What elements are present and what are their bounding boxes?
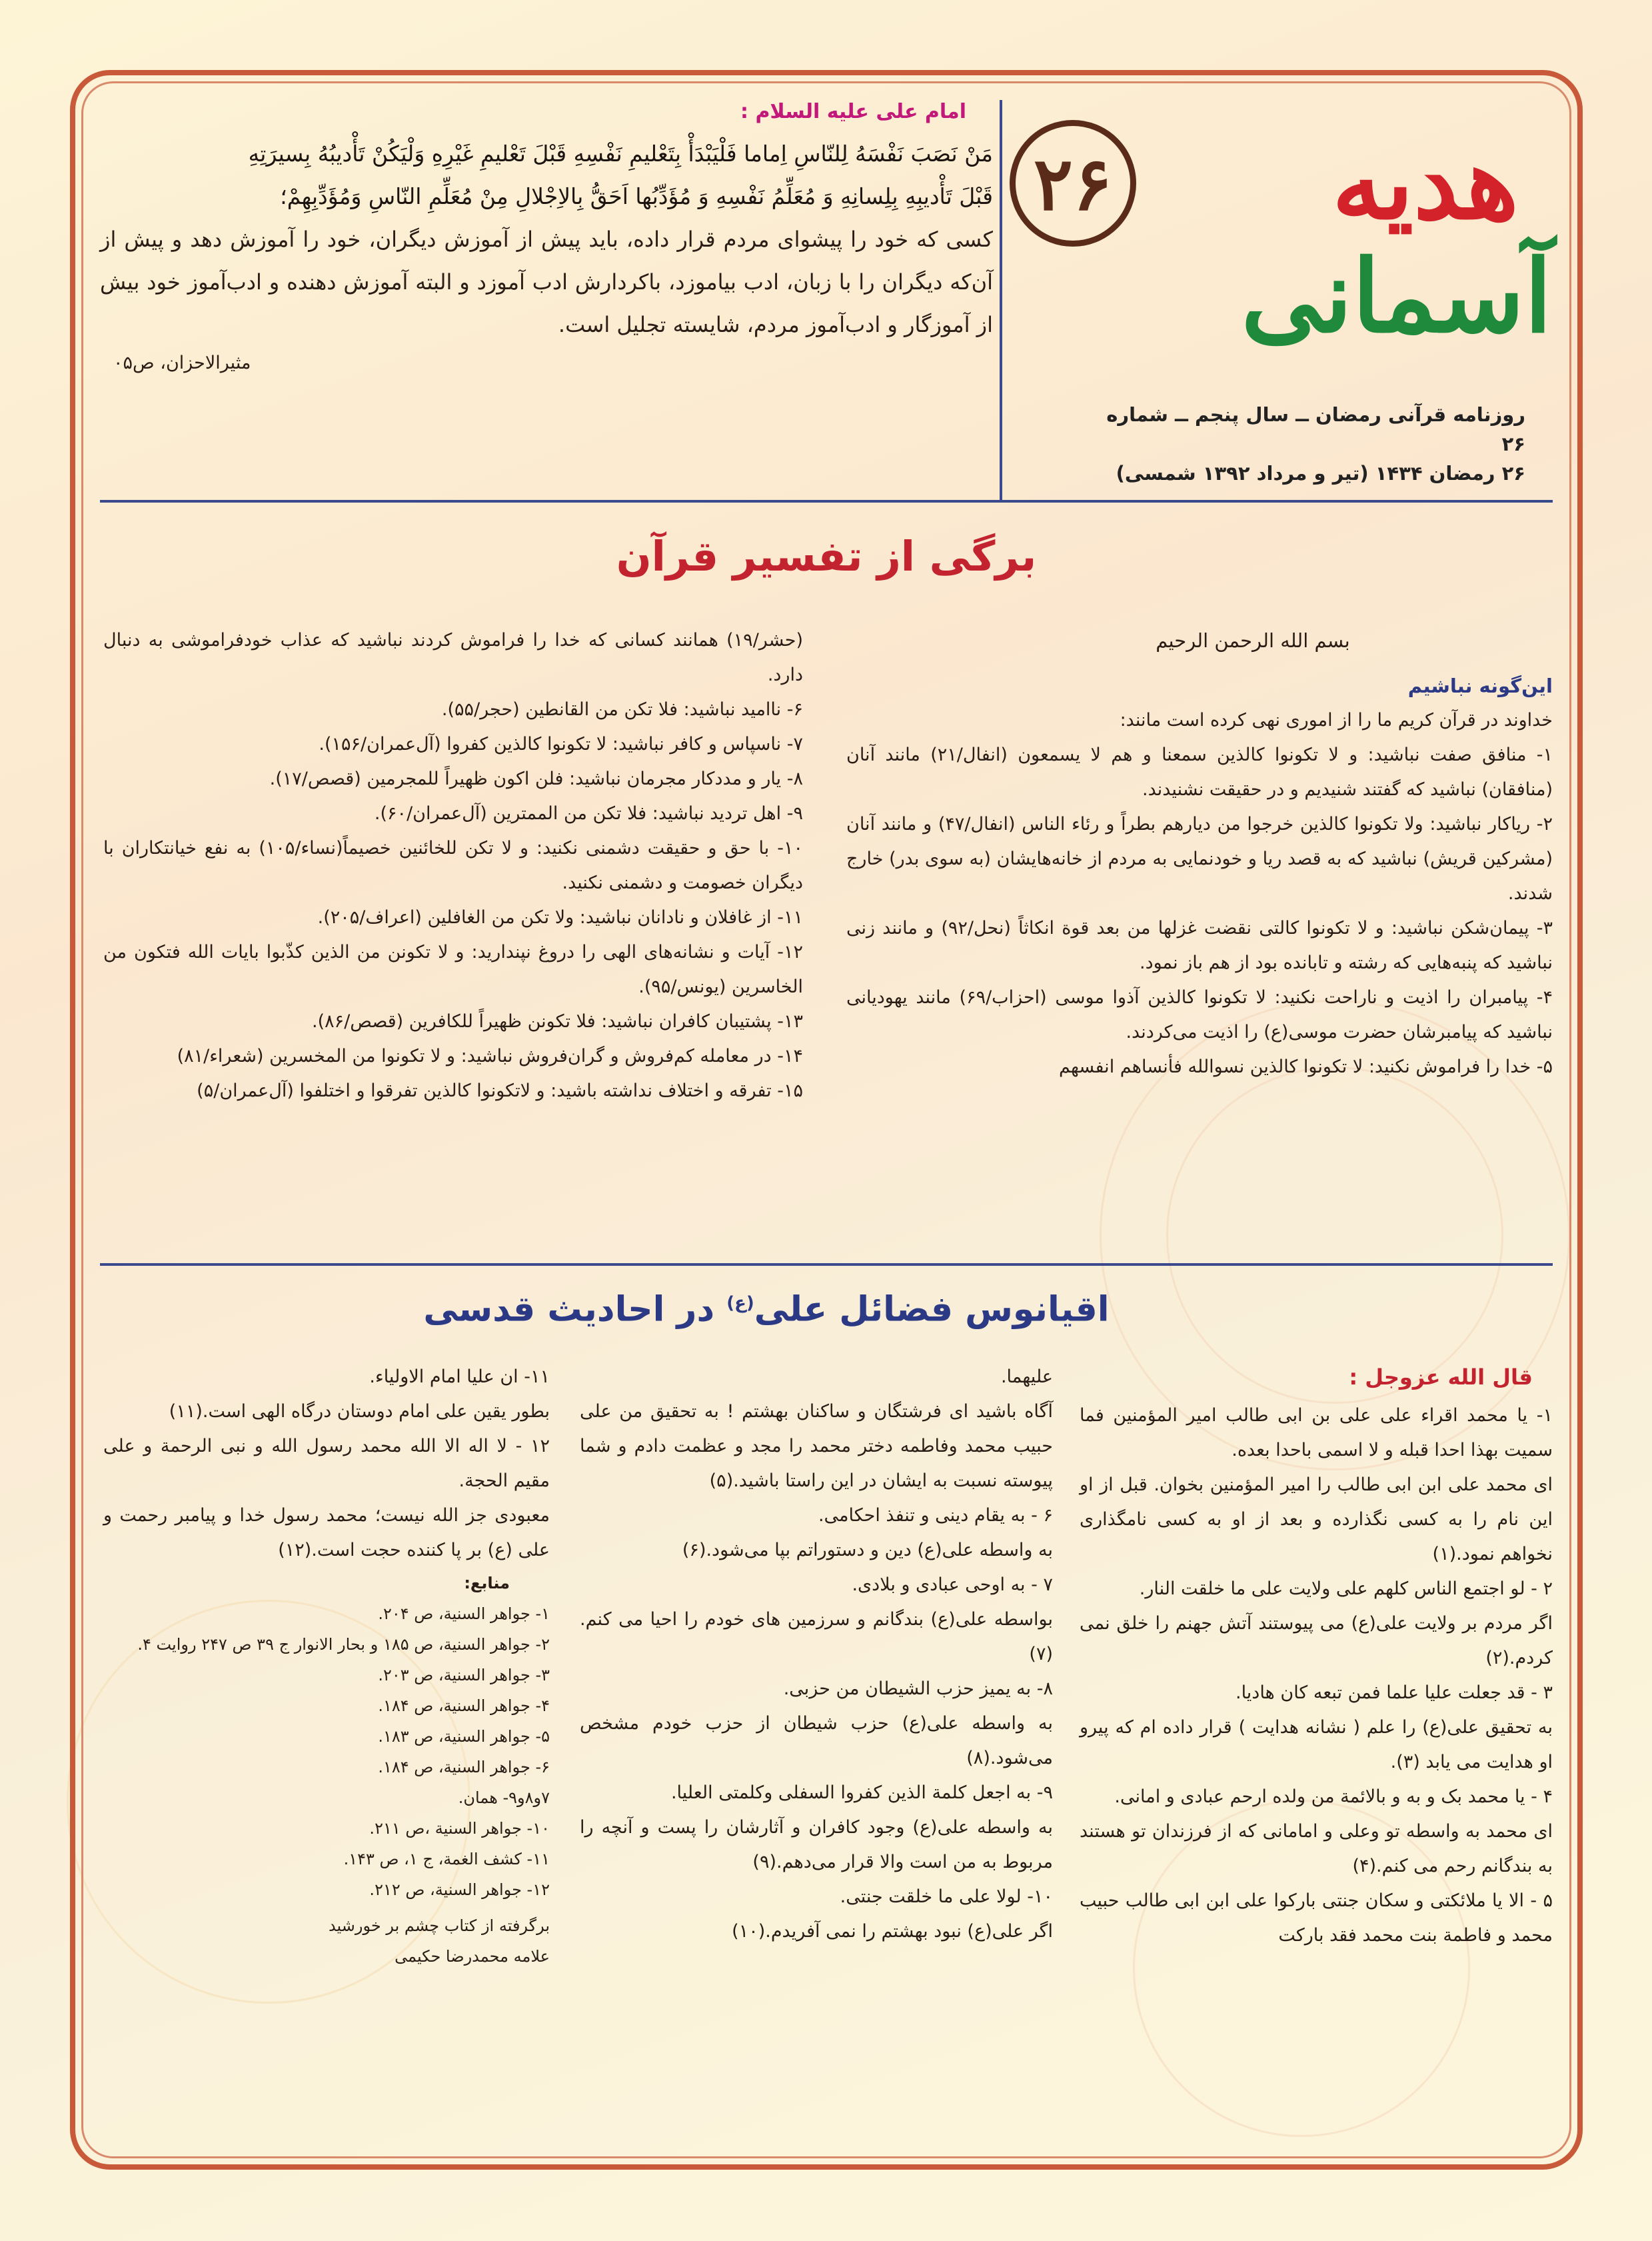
qudsi-paragraph: ۶ - به یقام دینی و تنفذ احکامی. [818,1505,1053,1526]
qudsi-paragraph: ۸- به یمیز حزب الشیطان من حزبی. [783,1678,1053,1699]
tafsir-item: ۹- اهل تردید نباشید: فلا تکن من الممترین (آل‌عمران/۶۰). [374,803,803,824]
tafsir-item: ۱۳- پشتیبان کافران نباشید: فلا تکونن ظهیراً للکافرین (قصص/۸۶). [312,1011,803,1032]
quote-title: امام علی علیه السلام : [740,100,966,123]
credit-author: علامه محمدرضا حکیمی [395,1947,550,1966]
tafsir-item: ۱۰- با حق و حقیقت دشمنی نکنید: و لا تکن للخائنین خصیماً(نساء/۱۰۵) به نفع خیانتکاران با دیگران خصومت و دشمنی نکنید. [103,838,804,893]
tafsir-item: ۲- ریاکار نباشید: ولا تکونوا کالذین خرجوا من دیارهم بطراً و رئاء الناس (انفال/۴۷) و مانند آنان (مشرکین قریش) نباشید که به قصد ریا و خودنمایی به مردم از خانه‌هایشان (به سوی بدر) خارج شدند. [846,814,1553,904]
qudsi-paragraph: معبودی جز الله نیست؛ محمد رسول خدا و پیامبر رحمت و علی (ع) بر پا کننده حجت است.(۱۲) [103,1505,550,1560]
quote-source: مثیرالاحزان، ص۰۵ [113,353,251,373]
source-item: ۱۰- جواهر السنیة ،ص ۲۱۱. [369,1819,550,1838]
source-item: ۷و۸و۹- همان. [458,1788,550,1807]
qudsi-paragraph: ۱۱- ان علیا امام الاولیاء. [369,1366,550,1387]
qudsi-title-tail: در احادیث قدسی [423,1289,727,1330]
tafsir-item: ۷- ناسپاس و کافر نباشید: لا تکونوا کالذین کفروا (آل‌عمران/۱۵۶). [319,734,803,755]
tafsir-item: ۱۲- آیات و نشانه‌های الهی را دروغ نپندارید: و لا تکونن من الذین کذّبوا بایات الله فتکون من الخاسرین (یونس/۹۵). [103,942,803,997]
source-item: ۱۲- جواهر السنیة، ص ۲۱۲. [369,1880,550,1899]
qudsi-heading: قال الله عزوجل : [1349,1364,1533,1390]
tafsir-right-column [846,623,1553,1085]
quote-arabic-line: قَبْلَ تَأْديبِهِ بِلِسانِهِ وَ مُعَلِّمُ نَفْسِهِ وَ مُؤَدِّبُها اَحَقُّ بِالاِجْلالِ مِنْ مُعَلِّمِ النّاسِ وَمُؤَدِّبِهِمْ؛ [280,183,993,209]
issue-number-badge: ۲۶ [1010,120,1136,247]
qudsi-left-column [103,1360,550,1972]
qudsi-paragraph: ۹- به اجعل کلمة الذین کفروا السفلی وکلمتی العلیا. [670,1782,1053,1803]
qudsi-right-column [1080,1360,1553,1953]
tafsir-item: ۴- پیامبران را اذیت و ناراحت نکنید: لا تکونوا کالذین آذوا موسی (احزاب/۶۹) مانند یهودیانی نباشید که پیامبرشان حضرت موسی(ع) را اذیت می‌کردند. [846,987,1553,1043]
basmala: بسم الله الرحمن الرحیم [1156,629,1350,652]
tafsir-item: ۱- منافق صفت نباشید: و لا تکونوا کالذین سمعنا و هم لا یسمعون (انفال/۲۱) مانند آنان (منافقان) نباشید که گفتند شنیدیم و در حقیقت نشنیدند. [846,745,1553,800]
qudsi-paragraph: ۷ - به اوحی عبادی و بلادی. [852,1574,1053,1595]
qudsi-paragraph: به تحقیق علی(ع) را علم ( نشانه هدایت ) قرار داده ام که پیرو او هدایت می یابد (۳). [1080,1717,1553,1772]
tafsir-item: ۶- ناامید نباشید: فلا تکن من القانطین (حجر/۵۵). [441,699,803,720]
qudsi-paragraph: ۵ - الا یا ملائکتی و سکان جنتی بارکوا علی ابن ابی طالب حبیب محمد و فاطمة بنت محمد فقد بارکت [1080,1890,1553,1946]
tafsir-left-column [103,623,803,1109]
quote-arabic-line: مَنْ نَصَبَ نَفْسَهُ لِلنّاسِ اِماما فَلْيَبْدَأْ بِتَعْليمِ نَفْسِهِ قَبْلَ تَعْليمِ غَيْرِهِ وَلْيَكُنْ تَأْديبُهُ بِسيرَتِهِ [248,141,993,167]
qudsi-paragraph: ۴ - یا محمد بک و به و بالائمة من ولده ارحم عبادی و امانی. [1114,1786,1553,1807]
quote-translation: کسی که خود را پیشوای مردم قرار داده، باید پیش از آموزش دیگران، خود را آموزش دهد و پیش از آن‌که دیگران را با زبان، ادب بیاموزد، باکردارش ادب آموزد و البته آموزش دهنده و ادب‌آموز خود بیش از آموزگار و ادب‌آموز مردم، شایسته تجلیل است. [100,227,993,337]
tafsir-intro: خداوند در قرآن کریم ما را از اموری نهی کرده است مانند: [1120,710,1553,731]
tafsir-title: برگی از تفسیر قرآن [616,532,1037,581]
masthead-logo [1241,87,1552,393]
source-item: ۳- جواهر السنیة، ص ۲۰۳. [378,1666,550,1684]
tafsir-item: ۵- خدا را فراموش نکنید: لا تکونوا کالذین نسوالله فأنساهم انفسهم [1059,1057,1553,1077]
qudsi-paragraph: اگر مردم بر ولایت علی(ع) می پیوستند آتش جهنم را خلق نمی کردم.(۲) [1080,1613,1553,1668]
logo-word-asemani: آسمانی [1241,238,1552,355]
qudsi-paragraph: ۲ - لو اجتمع الناس کلهم علی ولایت علی ما خلقت النار. [1139,1578,1553,1599]
tafsir-item: ۱۴- در معامله کم‌فروش و گران‌فروش نباشید: و لا تکونوا من المخسرین (شعراء/۸۱) [177,1046,803,1067]
tafsir-subheading: این‌گونه نباشیم [1407,675,1553,697]
sources-title: منابع: [464,1574,510,1592]
source-item: ۲- جواهر السنیة، ص ۱۸۵ و بحار الانوار ج ۳۹ ص ۲۴۷ روایت ۴. [137,1635,550,1654]
masthead-line1: روزنامه قرآنی رمضان ــ سال پنجم ــ شماره ۲۶ [1106,403,1525,455]
source-item: ۱۱- کشف الغمة، ج ۱، ص ۱۴۳. [343,1850,550,1868]
tafsir-item: ۱۵- تفرقه و اختلاف نداشته باشید: و لاتکونوا کالذین تفرقوا و اختلفوا (آل‌عمران/۵) [197,1081,803,1101]
imam-ali-quote [100,100,993,373]
source-item: ۵- جواهر السنیة، ص ۱۸۳. [378,1727,550,1746]
qudsi-paragraph: ای محمد علی ابن ابی طالب را امیر المؤمنین بخوان. قبل از او این نام را به کسی نگذارده و بعد از او به کسی نامگذاری نخواهم نمود.(۱) [1080,1474,1553,1564]
qudsi-middle-column [580,1360,1053,1949]
qudsi-paragraph: علیهما. [1000,1366,1053,1387]
tafsir-item: (حشر/۱۹) همانند کسانی که خدا را فراموش کردند نباشید که عذاب خودفراموشی به دنبال دارد. [103,630,803,685]
tafsir-item: ۱۱- از غافلان و نادانان نباشید: ولا تکن من الغافلین (اعراف/۲۰۵). [317,907,803,928]
masthead-date: ۲۶ رمضان ۱۴۳۴ (تیر و مرداد ۱۳۹۲ شمسی) [1116,462,1525,485]
qudsi-title-sup: (ع) [726,1293,754,1313]
qudsi-paragraph: بطور یقین علی امام دوستان درگاه الهی است.(۱۱) [169,1401,550,1422]
qudsi-paragraph: به واسطه علی(ع) وجود کافران و آثارشان را پست و آنچه را مربوط به من است والا قرار می‌دهم.(۹) [580,1817,1053,1872]
qudsi-paragraph: به واسطه علی(ع) حزب شیطان از حزب خودم مشخص می‌شود.(۸) [580,1713,1053,1768]
section-divider [100,500,1553,503]
source-item: ۴- جواهر السنیة، ص ۱۸۴. [378,1696,550,1715]
source-item: ۶- جواهر السنیة، ص ۱۸۴. [378,1758,550,1776]
qudsi-paragraph: ۳ - قد جعلت علیا علما فمن تبعه کان هادیا. [1235,1682,1553,1703]
credit-line: برگرفته از کتاب چشم بر خورشید [328,1916,550,1935]
qudsi-paragraph: ای محمد به واسطه تو وعلی و امامانی که از فرزندان تو هستند به بندگانم رحم می کنم.(۴) [1080,1821,1553,1876]
masthead-info [1086,400,1525,488]
tafsir-item: ۸- یار و مددکار مجرمان نباشید: فلن اکون ظهیراً للمجرمین (قصص/۱۷). [269,769,803,789]
section-divider [100,1263,1553,1266]
qudsi-paragraph: ۱- یا محمد اقراء علی علی بن ابی طالب امیر المؤمنین فما سمیت بهذا احدا قبله و لا اسمی باحدا بعده. [1080,1405,1553,1460]
source-item: ۱- جواهر السنیة، ص ۲۰۴. [378,1604,550,1623]
qudsi-paragraph: آگاه باشید ای فرشتگان و ساکنان بهشتم ! به تحقیق من علی حبیب محمد وفاطمه دختر محمد را مجد و عظمت دادم و شما پیوسته نسبت به ایشان در این راستا باشید.(۵) [580,1401,1053,1491]
qudsi-title [333,1276,1200,1336]
logo-word-hedie: هدیه [1331,125,1519,242]
qudsi-paragraph: اگر علی(ع) نبود بهشتم را نمی آفریدم.(۱۰) [732,1921,1053,1942]
qudsi-paragraph: ۱۰- لولا علی ما خلقت جنتی. [840,1886,1053,1907]
qudsi-paragraph: به واسطه علی(ع) دین و دستوراتم بپا می‌شود.(۶) [682,1540,1053,1560]
tafsir-item: ۳- پیمان‌شکن نباشید: و لا تکونوا کالتی نقضت غزلها من بعد قوة انکاثاً (نحل/۹۲) و مانند زنی نباشید که پنبه‌هایی که رشته و تابانده بود از هم باز نمود. [846,918,1553,973]
masthead-divider [1000,100,1002,500]
qudsi-title-main: اقیانوس فضائل علی [754,1289,1110,1330]
qudsi-paragraph: بواسطه علی(ع) بندگانم و سرزمین های خودم را احیا می کنم. (۷) [580,1609,1053,1664]
qudsi-paragraph: ۱۲ - لا اله الا الله محمد رسول الله و نبی الرحمة و علی مقیم الحجة. [103,1436,550,1491]
